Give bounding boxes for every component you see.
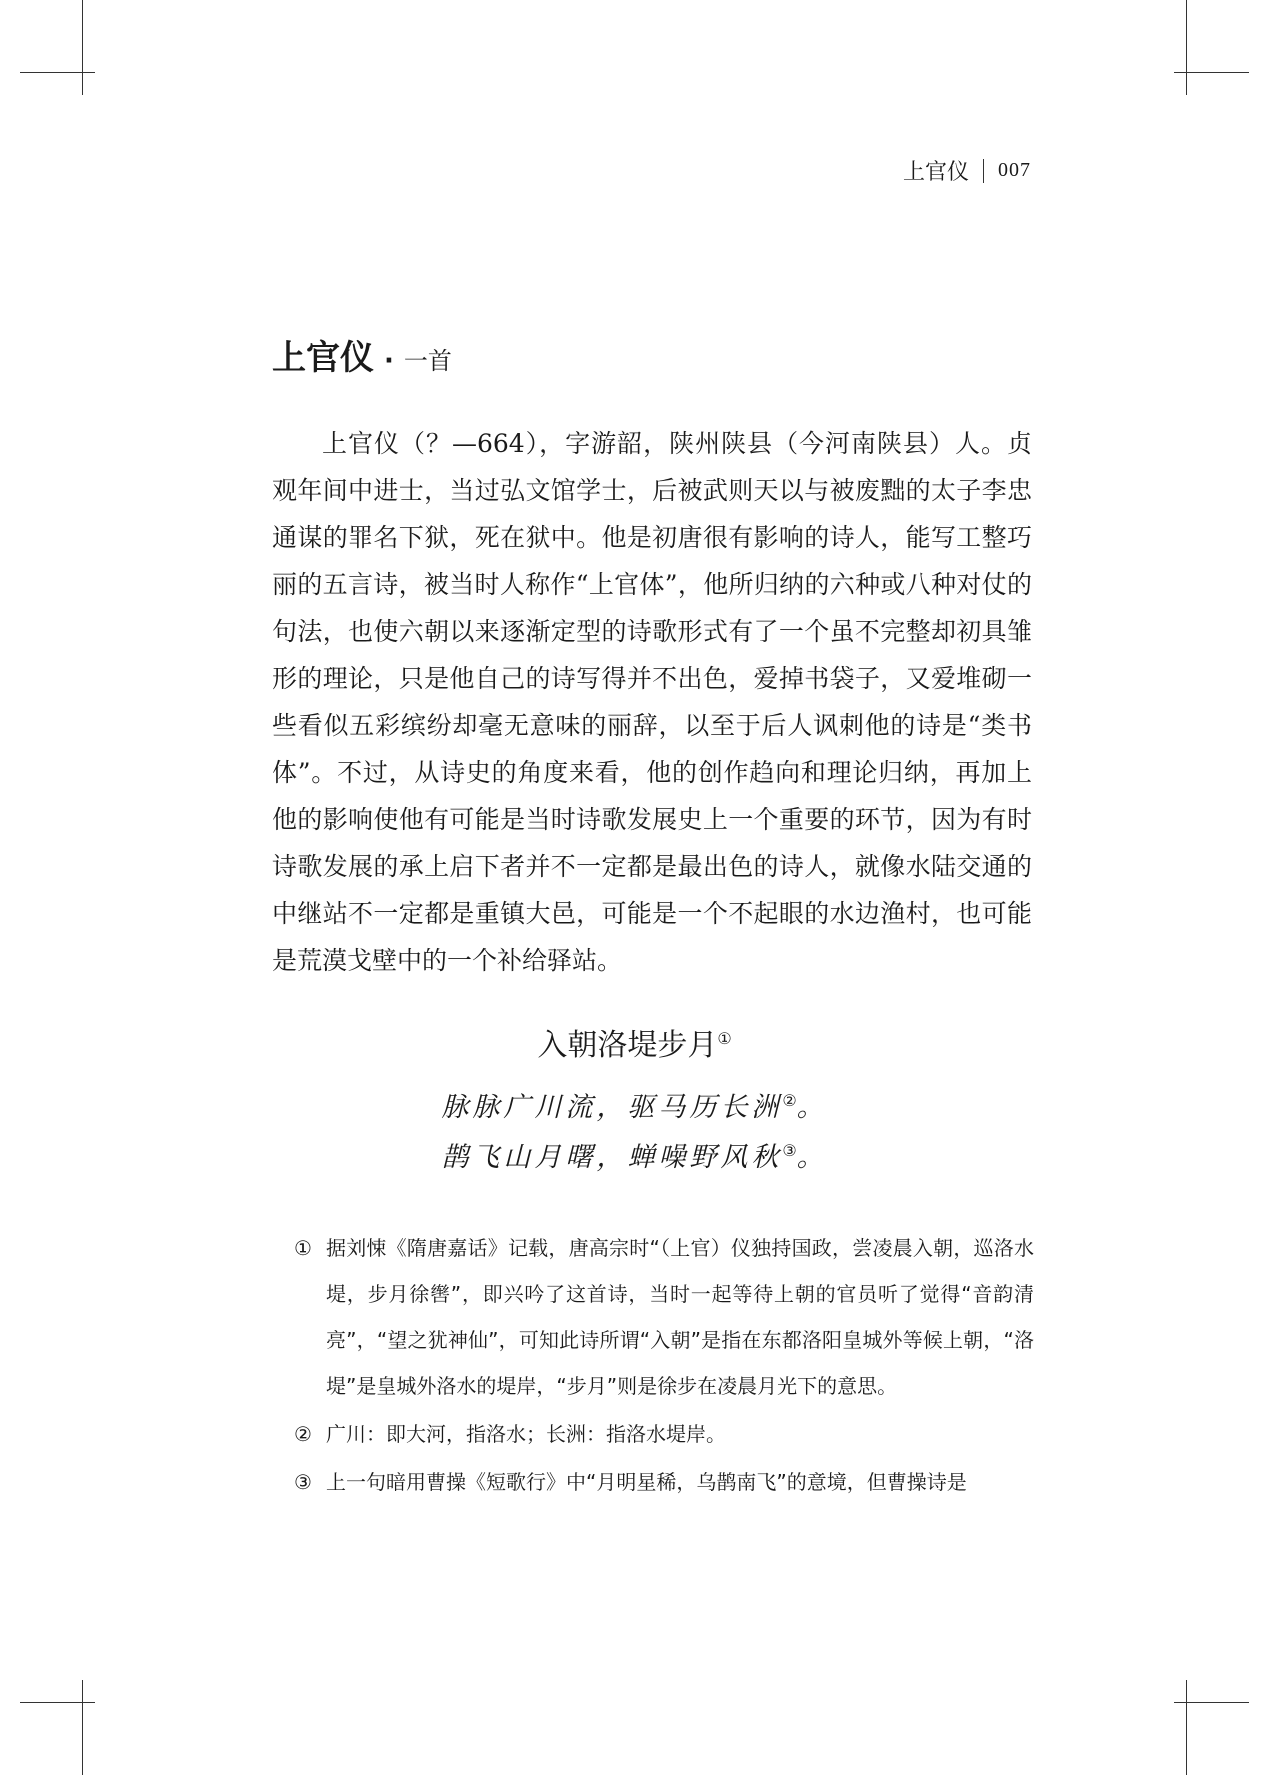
- footnote-marker: ②: [294, 1422, 312, 1446]
- footnote-text: 广川：即大河，指洛水；长洲：指洛水堤岸。: [326, 1422, 726, 1446]
- poem-title-text: 入朝洛堤步月: [537, 1028, 718, 1063]
- heading-dot: ·: [384, 346, 394, 376]
- footnote: [294, 1459, 1034, 1505]
- poem-line: [0, 1085, 1269, 1124]
- footnote-ref: ②: [782, 1091, 797, 1110]
- crop-mark: [82, 0, 83, 95]
- footnote-ref: ③: [782, 1141, 797, 1160]
- footnote-marker: ③: [294, 1470, 312, 1494]
- crop-mark: [1174, 72, 1249, 73]
- crop-mark: [82, 1680, 83, 1775]
- poem-title: [0, 1020, 1269, 1064]
- footnote: [294, 1225, 1034, 1409]
- running-head-divider: [983, 159, 984, 183]
- footnote-ref: ①: [717, 1029, 732, 1048]
- page-number: 007: [998, 159, 1031, 181]
- crop-mark: [1186, 0, 1187, 95]
- crop-mark: [1174, 1702, 1249, 1703]
- footnote-marker: ①: [294, 1236, 312, 1260]
- footnote-text: 上一句暗用曹操《短歌行》中“月明星稀，乌鹊南飞”的意境，但曹操诗是: [326, 1470, 967, 1494]
- footnotes: [294, 1225, 1034, 1507]
- poem-line-text: 鹊飞山月曙，蝉噪野风秋: [441, 1142, 783, 1173]
- running-head-title: 上官仪: [902, 160, 969, 185]
- poem-line-text: 脉脉广川流，驱马历长洲: [441, 1092, 783, 1123]
- poem-count: 一首: [403, 347, 452, 375]
- crop-mark: [20, 1702, 95, 1703]
- running-head: [903, 155, 1031, 186]
- crop-mark: [1186, 1680, 1187, 1775]
- crop-mark: [20, 72, 95, 73]
- poem-line-end: 。: [796, 1092, 828, 1123]
- poem-line-end: 。: [796, 1142, 828, 1173]
- section-heading: [272, 330, 452, 379]
- poem-line: [0, 1135, 1269, 1174]
- footnote: [294, 1411, 1034, 1457]
- footnote-text: 据刘悚《隋唐嘉话》记载，唐高宗时“（上官）仪独持国政，尝凌晨入朝，巡洛水堤，步月徐辔”，即兴吟了这首诗，当时一起等待上朝的官员听了觉得“音韵清亮”，“望之犹神仙”，可知此诗所谓“入朝”是指在东都洛阳皇城外等候上朝，“洛堤”是皇城外洛水的堤岸，“步月”则是徐步在凌晨月光下的意思。: [326, 1236, 1034, 1398]
- poet-name: 上官仪: [272, 338, 374, 378]
- poet-introduction: 上官仪（？—664），字游韶，陕州陕县（今河南陕县）人。贞观年间中进士，当过弘文馆学士，后被武则天以与被废黜的太子李忠通谋的罪名下狱，死在狱中。他是初唐很有影响的诗人，能写工整巧丽的五言诗，被当时人称作“上官体”，他所归纳的六种或八种对仗的句法，也使六朝以来逐渐定型的诗歌形式有了一个虽不完整却初具雏形的理论，只是他自己的诗写得并不出色，爱掉书袋子，又爱堆砌一些看似五彩缤纷却毫无意味的丽辞，以至于后人讽刺他的诗是“类书体”。不过，从诗史的角度来看，他的创作趋向和理论归纳，再加上他的影响使他有可能是当时诗歌发展史上一个重要的环节，因为有时诗歌发展的承上启下者并不一定都是最出色的诗人，就像水陆交通的中继站不一定都是重镇大邑，可能是一个不起眼的水边渔村，也可能是荒漠戈壁中的一个补给驿站。: [272, 429, 1032, 975]
